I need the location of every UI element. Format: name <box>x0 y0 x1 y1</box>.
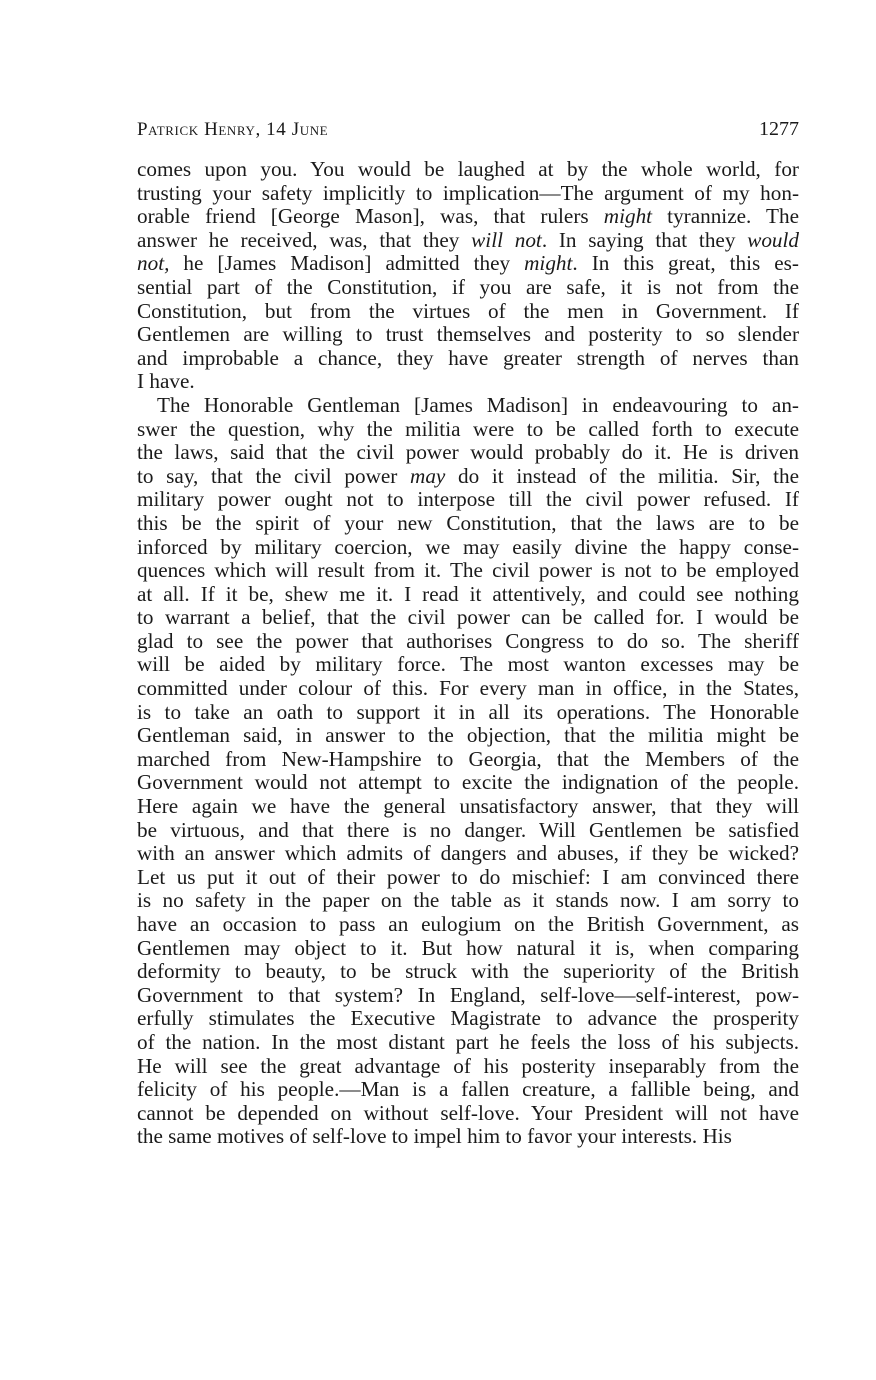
text-line: to say, that the civil power may do it instead of the militia. Sir, the <box>137 463 800 488</box>
text-line: I have. <box>137 369 195 394</box>
text-line: inforced by military coercion, we may easily divine the happy conse- <box>137 534 799 559</box>
text-line: this be the spirit of your new Constitution, that the laws are to be <box>137 510 799 535</box>
text-line: will be aided by military force. The most wanton excesses may be <box>137 652 799 677</box>
text-line: Let us put it out of their power to do mischief: I am convinced there <box>137 864 799 889</box>
text-line: Government to that system? In England, self-love—self-interest, pow- <box>137 982 799 1007</box>
paragraph <box>137 394 799 1149</box>
text-line: be virtuous, and that there is no danger. Will Gentlemen be satisfied <box>137 817 799 842</box>
text-line: military power ought not to interpose till the civil power refused. If <box>137 487 799 512</box>
text-line: He will see the great advantage of his posterity inseparably from the <box>137 1053 799 1078</box>
text-line: to warrant a belief, that the civil power can be called for. I would be <box>137 605 799 630</box>
text-line: is no safety in the paper on the table as it stands now. I am sorry to <box>137 888 799 913</box>
text-line: and improbable a chance, they have greater strength of nerves than <box>137 345 799 370</box>
text-line: the laws, said that the civil power would probably do it. He is driven <box>137 440 799 465</box>
text-line: orable friend [George Mason], was, that rulers might tyrannize. The <box>137 204 799 229</box>
page-number: 1277 <box>759 118 799 140</box>
text-line: committed under colour of this. For every man in office, in the States, <box>137 676 799 701</box>
text-line: glad to see the power that authorises Congress to do so. The sheriff <box>137 628 799 653</box>
text-line: Gentleman said, in answer to the objection, that the militia might be <box>137 723 799 748</box>
text-line: trusting your safety implicitly to implication—The argument of my hon- <box>137 180 799 205</box>
running-head <box>137 118 799 158</box>
text-line: deformity to beauty, to be struck with the superiority of the British <box>137 959 799 984</box>
text-line: erfully stimulates the Executive Magistrate to advance the prosperity <box>137 1006 799 1031</box>
text-line: cannot be depended on without self-love. Your President will not have <box>137 1100 799 1125</box>
text-line: felicity of his people.—Man is a fallen creature, a fallible being, and <box>137 1077 799 1102</box>
text-line: marched from New-Hampshire to Georgia, that the Members of the <box>137 746 799 771</box>
text-line: the same motives of self-love to impel him to favor your interests. His <box>137 1124 732 1149</box>
book-page <box>137 118 799 1149</box>
text-line: Gentlemen are willing to trust themselves and posterity to so slender <box>137 322 799 347</box>
text-line: with an answer which admits of dangers and abuses, if they be wicked? <box>137 841 799 866</box>
running-head-title: Patrick Henry, 14 June <box>137 119 329 140</box>
paragraph <box>137 158 799 394</box>
text-line: answer he received, was, that they will not. In saying that they would <box>137 227 799 252</box>
text-line: swer the question, why the militia were to be called forth to execute <box>137 416 799 441</box>
text-line: at all. If it be, shew me it. I read it attentively, and could see nothing <box>137 581 799 606</box>
text-line: sential part of the Constitution, if you are safe, it is not from the <box>137 274 799 299</box>
text-line: of the nation. In the most distant part he feels the loss of his subjects. <box>137 1029 799 1054</box>
text-line: The Honorable Gentleman [James Madison] in endeavouring to an- <box>157 392 799 417</box>
text-line: Here again we have the general unsatisfactory answer, that they will <box>137 794 799 819</box>
text-line: Constitution, but from the virtues of the men in Government. If <box>137 298 799 323</box>
text-line: quences which will result from it. The civil power is not to be employed <box>137 558 799 583</box>
text-line: not, he [James Madison] admitted they might. In this great, this es- <box>137 251 799 276</box>
text-line: is to take an oath to support it in all its operations. The Honorable <box>137 699 799 724</box>
text-line: have an occasion to pass an eulogium on the British Government, as <box>137 912 799 936</box>
text-line: Government would not attempt to excite the indignation of the people. <box>137 770 799 795</box>
body-text <box>137 158 799 1149</box>
text-line: comes upon you. You would be laughed at by the whole world, for <box>137 157 799 181</box>
text-line: Gentlemen may object to it. But how natural it is, when comparing <box>137 935 799 960</box>
